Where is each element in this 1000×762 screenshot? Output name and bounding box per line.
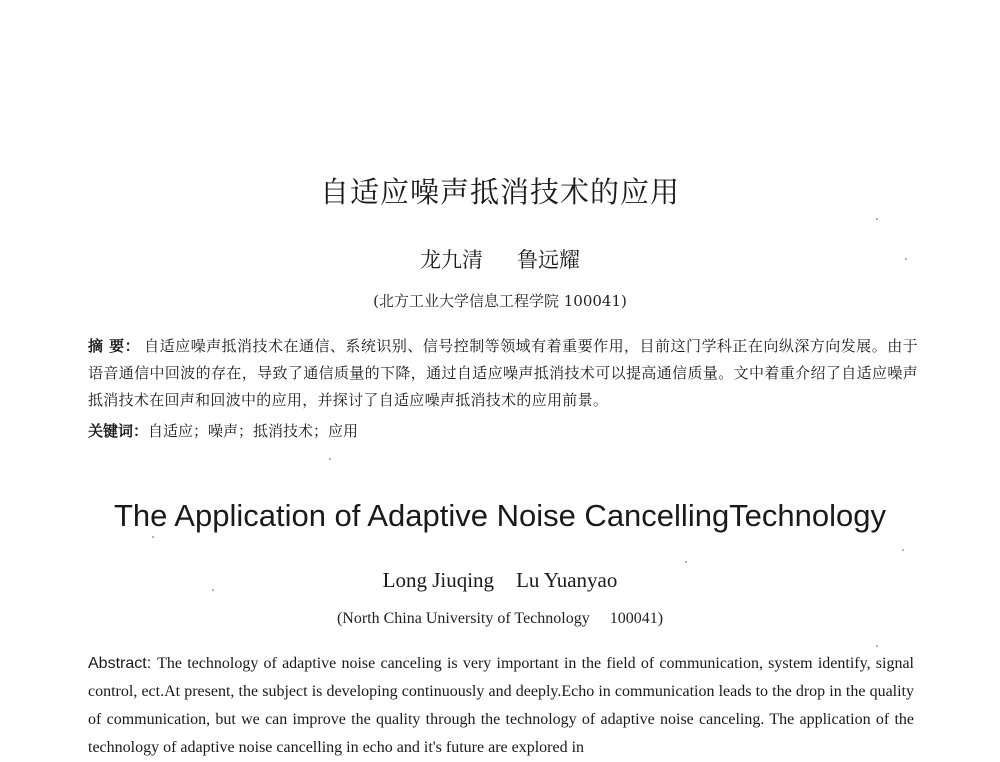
english-abstract-label: Abstract:	[88, 655, 152, 672]
chinese-abstract	[88, 333, 918, 414]
english-affiliation	[0, 610, 1000, 628]
chinese-abstract-text: 自适应噪声抵消技术在通信、系统识别、信号控制等领域有着重要作用，目前这门学科正在向纵深方向发展。由于语音通信中回波的存在，导致了通信质量的下降，通过自适应噪声抵消技术可以提高通信质量。文中着重介绍了自适应噪声抵消技术在回声和回波中的应用，并探讨了自适应噪声抵消技术的应用前景。	[88, 337, 918, 409]
english-authors	[0, 568, 1000, 593]
chinese-authors	[0, 244, 1000, 274]
chinese-title: 自适应噪声抵消技术的应用	[319, 175, 680, 209]
english-title: The Application of Adaptive Noise CancellingTechnology	[113, 498, 887, 533]
scan-speck	[876, 645, 878, 647]
english-abstract-text: The technology of adaptive noise canceling is very important in the field of communication, system identify, signal control, ect.At present, the subject is developing continuously and deeply.Echo in communication leads to the drop in the quality of communication, but we can improve the quality through the technology of adaptive noise canceling. The application of the technology of adaptive noise cancelling in echo and it's future are explored in	[88, 655, 914, 756]
chinese-author: 龙九清	[420, 248, 483, 272]
english-author: Lu Yuanyao	[516, 568, 618, 592]
english-author: Long Jiuqing	[382, 568, 495, 592]
chinese-affiliation: (北方工业大学信息工程学院 100041)	[373, 292, 627, 310]
scan-speck	[212, 589, 214, 591]
scan-speck	[876, 218, 878, 220]
scan-speck	[685, 561, 687, 563]
chinese-keywords-label: 关键词：	[88, 422, 149, 440]
chinese-keywords	[88, 420, 918, 441]
scan-speck	[329, 458, 331, 460]
scan-speck	[902, 549, 904, 551]
english-affiliation-name: (North China University of Technology	[336, 610, 590, 627]
scan-speck	[152, 536, 154, 538]
scan-speck	[905, 258, 907, 260]
chinese-abstract-label: 摘 要：	[88, 337, 141, 355]
english-abstract	[88, 650, 914, 762]
english-affiliation-code: 100041)	[609, 610, 664, 627]
chinese-author: 鲁远耀	[517, 248, 580, 272]
chinese-keywords-text: 自适应；噪声；抵消技术；应用	[148, 422, 359, 440]
